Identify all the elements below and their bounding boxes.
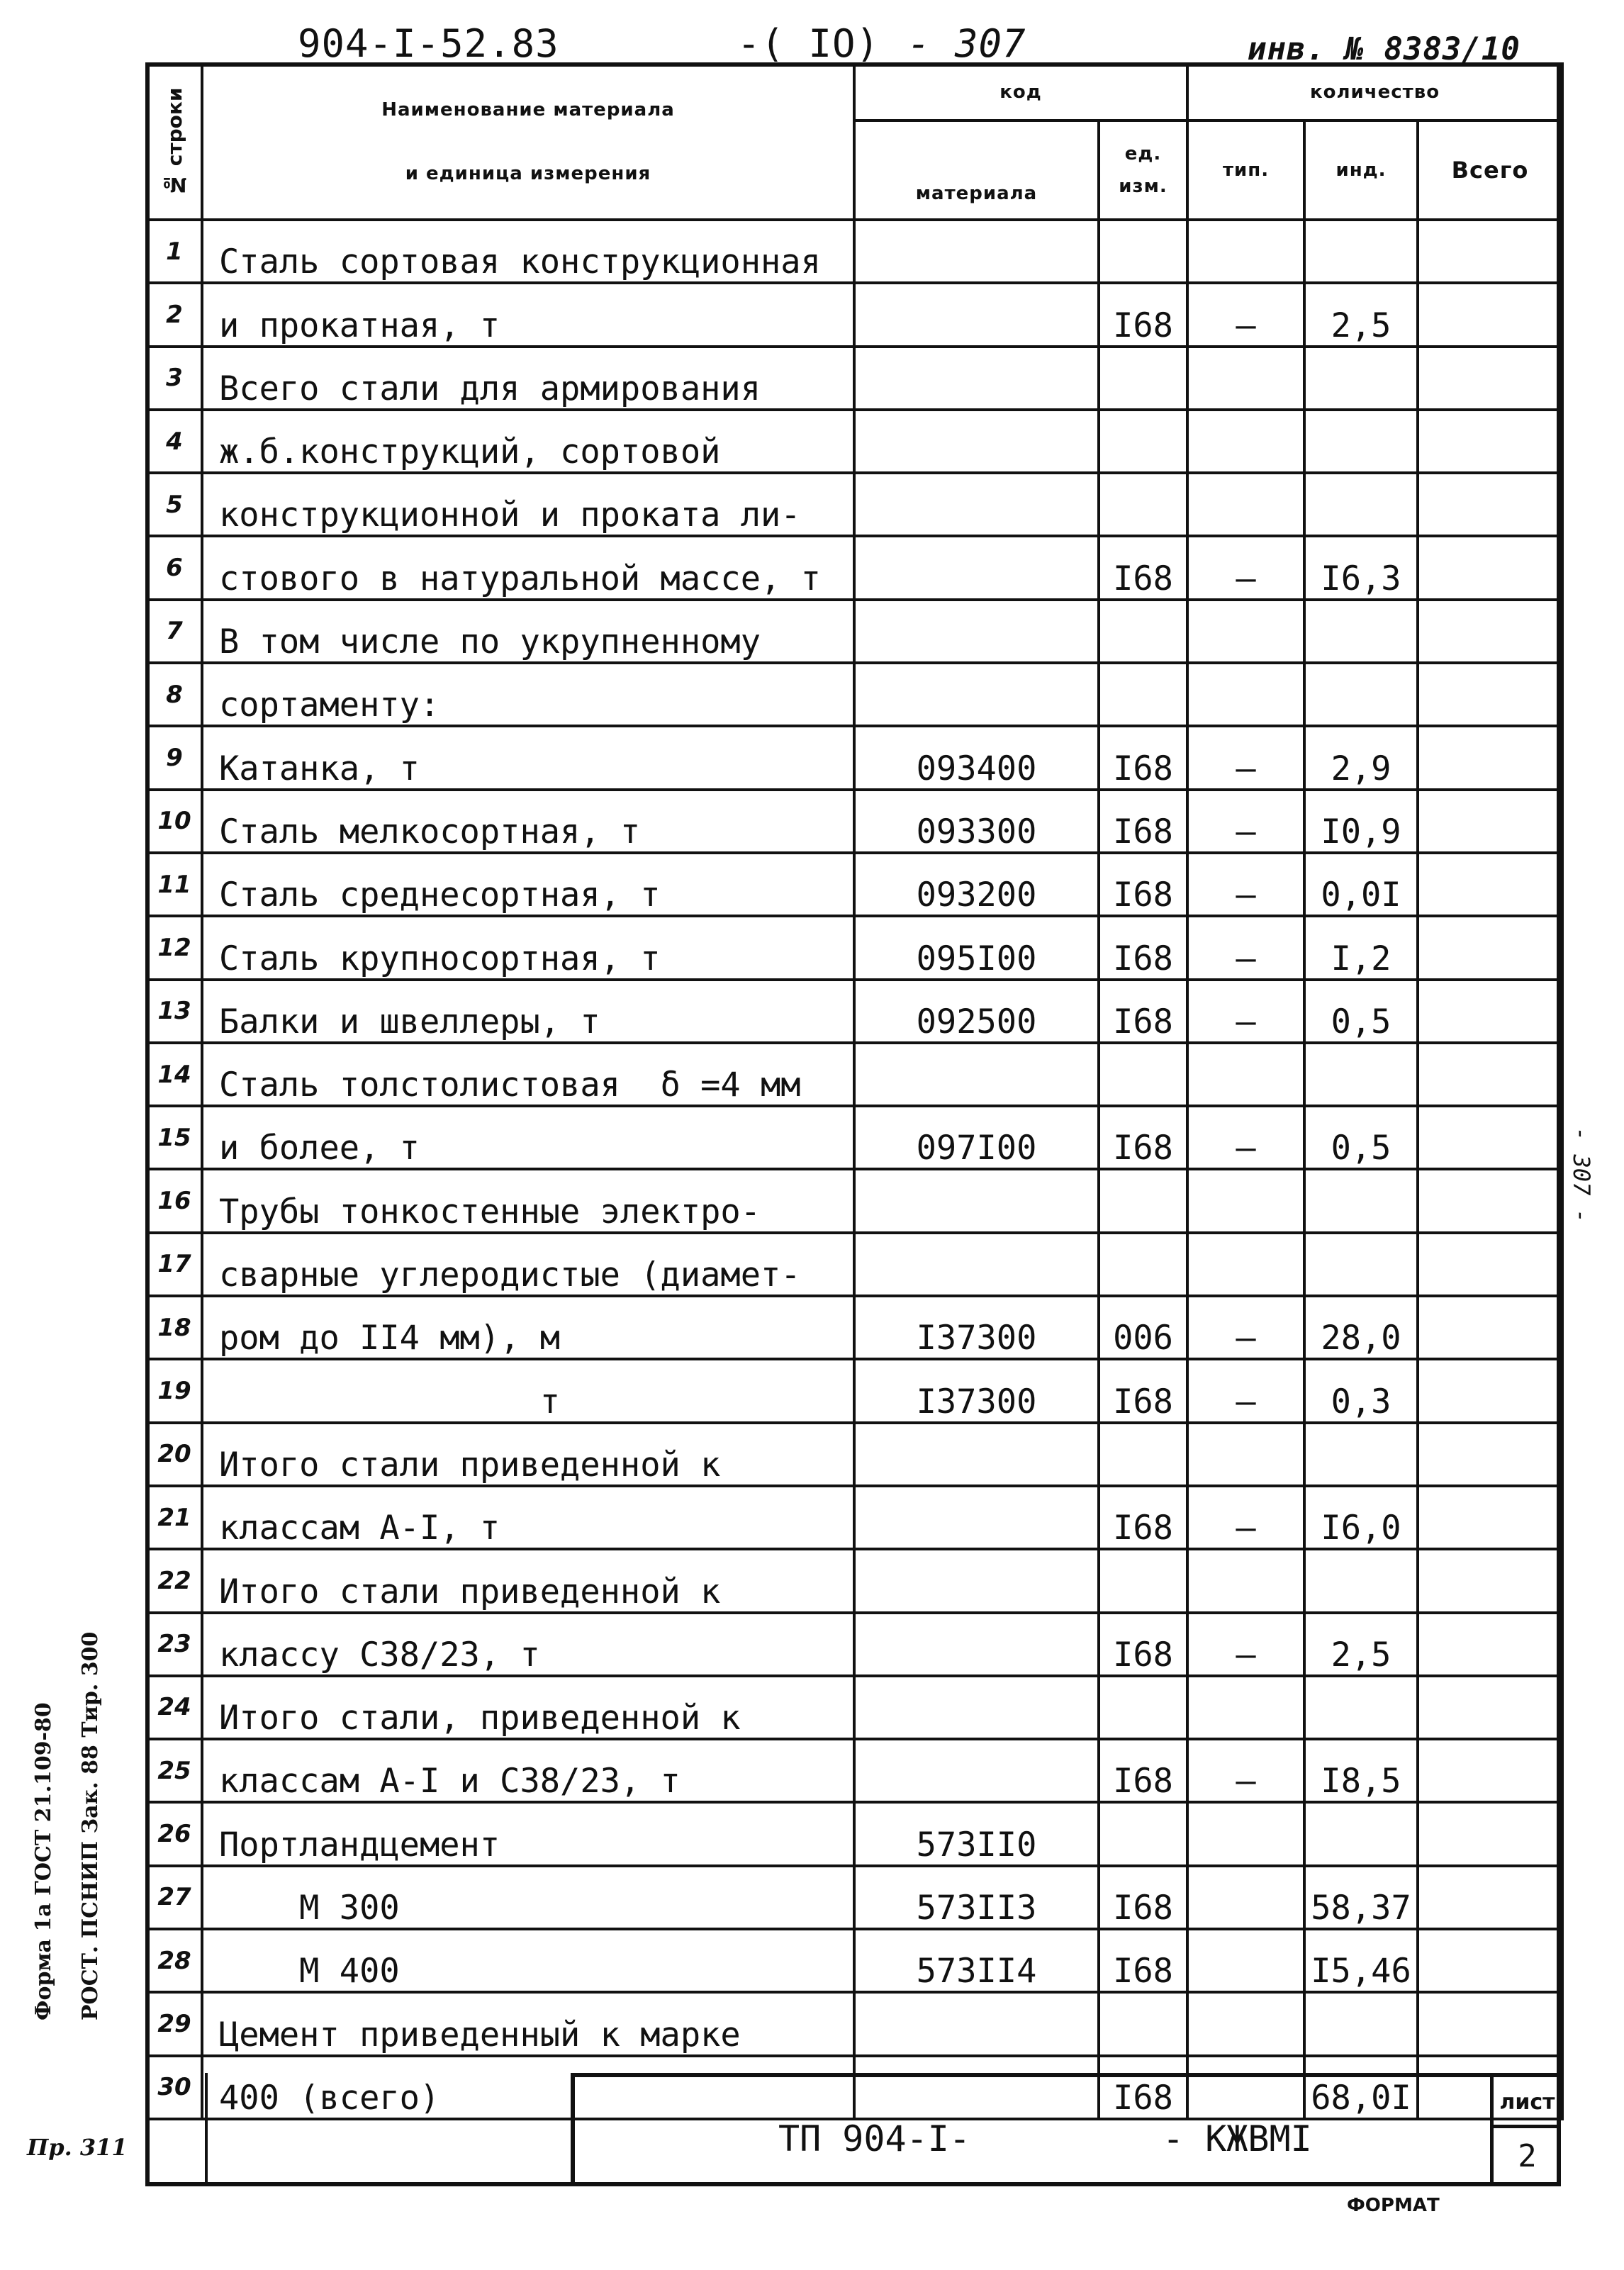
material-code	[854, 1423, 1099, 1486]
unit-code: I68	[1099, 1613, 1187, 1676]
row-number: 5	[147, 473, 202, 536]
row-number: 10	[147, 790, 202, 853]
sheet-label: лист	[1490, 2077, 1561, 2128]
row-number: 14	[147, 1043, 202, 1106]
typical-qty	[1187, 1676, 1304, 1739]
unit-code: I68	[1099, 1486, 1187, 1549]
typical-qty: –	[1187, 916, 1304, 979]
individual-qty	[1304, 1233, 1418, 1296]
material-code	[854, 283, 1099, 346]
unit-code	[1099, 1043, 1187, 1106]
total-qty	[1418, 1359, 1562, 1422]
total-qty	[1418, 1106, 1562, 1169]
unit-code	[1099, 473, 1187, 536]
material-name: Катанка, т	[202, 726, 854, 789]
material-code: 093300	[854, 790, 1099, 853]
total-qty	[1418, 1613, 1562, 1676]
total-qty	[1418, 1929, 1562, 1992]
material-code	[854, 473, 1099, 536]
material-code	[854, 600, 1099, 663]
typical-qty: –	[1187, 1613, 1304, 1676]
individual-qty: 68,0I	[1304, 2056, 1418, 2119]
typical-qty: –	[1187, 1296, 1304, 1359]
material-code	[854, 410, 1099, 473]
individual-qty	[1304, 1992, 1418, 2055]
table-row	[147, 790, 1562, 853]
total-qty	[1418, 1169, 1562, 1232]
material-code: 097I00	[854, 1106, 1099, 1169]
individual-qty: 0,0I	[1304, 853, 1418, 916]
inventory-number: инв. № 8383/10	[1248, 31, 1521, 67]
individual-qty: 0,5	[1304, 980, 1418, 1043]
material-code	[854, 663, 1099, 726]
typical-qty	[1187, 1423, 1304, 1486]
table-row	[147, 410, 1562, 473]
typical-qty	[1187, 1866, 1304, 1929]
row-number: 3	[147, 347, 202, 410]
total-qty	[1418, 600, 1562, 663]
table-row	[147, 1992, 1562, 2055]
materials-table	[145, 62, 1564, 2120]
table-row	[147, 347, 1562, 410]
title-block-code: ТП 904-I-	[778, 2118, 970, 2159]
row-number: 16	[147, 1169, 202, 1232]
typical-qty-header: тип.	[1187, 121, 1304, 220]
typical-qty: –	[1187, 726, 1304, 789]
individual-qty: 2,5	[1304, 283, 1418, 346]
material-name: М 300	[202, 1866, 854, 1929]
table-row	[147, 1802, 1562, 1865]
unit-code	[1099, 347, 1187, 410]
total-qty	[1418, 410, 1562, 473]
individual-qty: 58,37	[1304, 1866, 1418, 1929]
table-row	[147, 473, 1562, 536]
total-qty	[1418, 1296, 1562, 1359]
table-row	[147, 663, 1562, 726]
material-name: сварные углеродистые (диамет-	[202, 1233, 854, 1296]
material-code: I37300	[854, 1359, 1099, 1422]
material-name: Итого стали приведенной к	[202, 1423, 854, 1486]
typical-qty: –	[1187, 1739, 1304, 1802]
order-note: Пр. 311	[27, 2134, 128, 2161]
unit-code	[1099, 600, 1187, 663]
unit-code: I68	[1099, 1739, 1187, 1802]
material-name: Сталь мелкосортная, т	[202, 790, 854, 853]
table-row	[147, 980, 1562, 1043]
total-qty	[1418, 1992, 1562, 2055]
total-qty	[1418, 473, 1562, 536]
row-number: 1	[147, 220, 202, 283]
row-number: 22	[147, 1549, 202, 1612]
material-name: и более, т	[202, 1106, 854, 1169]
row-number-header: № строки	[147, 64, 202, 220]
unit-code: I68	[1099, 916, 1187, 979]
typical-qty	[1187, 1169, 1304, 1232]
total-qty-header: Всего	[1418, 121, 1562, 220]
individual-qty	[1304, 347, 1418, 410]
table-row	[147, 1866, 1562, 1929]
individual-qty: 0,3	[1304, 1359, 1418, 1422]
material-name: Сталь сортовая конструкционная	[202, 220, 854, 283]
table-row	[147, 853, 1562, 916]
table-row	[147, 1169, 1562, 1232]
material-name: т	[202, 1359, 854, 1422]
individual-qty: I8,5	[1304, 1739, 1418, 1802]
material-code: 573II4	[854, 1929, 1099, 1992]
title-block-mark: - КЖВМI	[1163, 2118, 1312, 2159]
individual-qty	[1304, 600, 1418, 663]
total-qty	[1418, 1423, 1562, 1486]
unit-code	[1099, 220, 1187, 283]
material-code	[854, 1549, 1099, 1612]
typical-qty: –	[1187, 536, 1304, 599]
total-qty	[1418, 916, 1562, 979]
unit-code: I68	[1099, 536, 1187, 599]
unit-code	[1099, 1233, 1187, 1296]
individual-qty: 0,5	[1304, 1106, 1418, 1169]
individual-qty	[1304, 1549, 1418, 1612]
material-code	[854, 1486, 1099, 1549]
material-name: сортаменту:	[202, 663, 854, 726]
total-qty	[1418, 726, 1562, 789]
material-code	[854, 220, 1099, 283]
material-name: классу С38/23, т	[202, 1613, 854, 1676]
total-qty	[1418, 1486, 1562, 1549]
table-row	[147, 1233, 1562, 1296]
unit-code: 006	[1099, 1296, 1187, 1359]
title-block	[571, 2073, 1561, 2186]
material-name: классам А-I и С38/23, т	[202, 1739, 854, 1802]
unit-code	[1099, 1549, 1187, 1612]
table-row	[147, 1676, 1562, 1739]
typical-qty	[1187, 663, 1304, 726]
material-code	[854, 1043, 1099, 1106]
row-number: 20	[147, 1423, 202, 1486]
material-code	[854, 1676, 1099, 1739]
individual-qty	[1304, 1802, 1418, 1865]
material-name: и прокатная, т	[202, 283, 854, 346]
row-number: 4	[147, 410, 202, 473]
typical-qty	[1187, 1992, 1304, 2055]
individual-qty: I,2	[1304, 916, 1418, 979]
total-qty	[1418, 347, 1562, 410]
unit-code: I68	[1099, 1359, 1187, 1422]
row-number: 15	[147, 1106, 202, 1169]
typical-qty	[1187, 473, 1304, 536]
page-reference: - 307	[907, 21, 1026, 66]
table-row	[147, 283, 1562, 346]
individual-qty: I0,9	[1304, 790, 1418, 853]
document-code: 904-I-52.83	[298, 21, 559, 66]
total-qty	[1418, 1802, 1562, 1865]
individual-qty: I6,3	[1304, 536, 1418, 599]
unit-code: I68	[1099, 726, 1187, 789]
individual-qty: 2,9	[1304, 726, 1418, 789]
total-qty	[1418, 980, 1562, 1043]
unit-code	[1099, 1802, 1187, 1865]
material-name: ром до II4 мм), м	[202, 1296, 854, 1359]
format-label: ФОРМАТ	[1347, 2195, 1440, 2216]
material-code: I37300	[854, 1296, 1099, 1359]
quantity-group-header: количество	[1187, 64, 1562, 121]
material-code: 095I00	[854, 916, 1099, 979]
table-row	[147, 1423, 1562, 1486]
unit-code	[1099, 1169, 1187, 1232]
material-name: Трубы тонкостенные электро-	[202, 1169, 854, 1232]
document-subcode: -( IO)	[737, 21, 880, 66]
sheet-number: 2	[1490, 2128, 1561, 2185]
typical-qty	[1187, 410, 1304, 473]
row-number: 18	[147, 1296, 202, 1359]
typical-qty	[1187, 600, 1304, 663]
material-name-header: Наименование материала и единица измерения	[202, 64, 854, 220]
print-note: РОСТ. ПСНИП Зак. 88 Тир. 300	[78, 1631, 103, 2020]
total-qty	[1418, 853, 1562, 916]
material-code	[854, 1169, 1099, 1232]
material-name: ж.б.конструкций, сортовой	[202, 410, 854, 473]
unit-code	[1099, 410, 1187, 473]
total-qty	[1418, 1866, 1562, 1929]
stamp-left-column	[145, 2073, 208, 2186]
code-group-header: код	[854, 64, 1187, 121]
row-number: 17	[147, 1233, 202, 1296]
material-name: Итого стали, приведенной к	[202, 1676, 854, 1739]
table-row	[147, 1739, 1562, 1802]
row-number: 9	[147, 726, 202, 789]
individual-qty	[1304, 1169, 1418, 1232]
header-row-1	[147, 64, 1562, 121]
typical-qty	[1187, 220, 1304, 283]
unit-code: I68	[1099, 1866, 1187, 1929]
unit-code	[1099, 1992, 1187, 2055]
total-qty	[1418, 1549, 1562, 1612]
unit-code: I68	[1099, 283, 1187, 346]
material-code	[854, 1233, 1099, 1296]
total-qty	[1418, 536, 1562, 599]
row-number: 7	[147, 600, 202, 663]
material-code: 573II3	[854, 1866, 1099, 1929]
total-qty	[1418, 790, 1562, 853]
individual-qty: 28,0	[1304, 1296, 1418, 1359]
material-name: Балки и швеллеры, т	[202, 980, 854, 1043]
unit-code	[1099, 1423, 1187, 1486]
table-row	[147, 1296, 1562, 1359]
row-number: 8	[147, 663, 202, 726]
material-name: Цемент приведенный к марке	[202, 1992, 854, 2055]
material-code: 093200	[854, 853, 1099, 916]
total-qty	[1418, 1739, 1562, 1802]
typical-qty: –	[1187, 980, 1304, 1043]
unit-code: I68	[1099, 1929, 1187, 1992]
typical-qty: –	[1187, 1106, 1304, 1169]
table-row	[147, 1613, 1562, 1676]
material-code-header: материала	[854, 121, 1099, 220]
material-name: В том числе по укрупненному	[202, 600, 854, 663]
total-qty	[1418, 283, 1562, 346]
row-number: 11	[147, 853, 202, 916]
table-row	[147, 600, 1562, 663]
table-row	[147, 916, 1562, 979]
individual-qty	[1304, 663, 1418, 726]
side-page-mark: - 307 -	[1568, 1127, 1595, 1223]
material-name: Сталь толстолистовая δ =4 мм	[202, 1043, 854, 1106]
typical-qty: –	[1187, 853, 1304, 916]
typical-qty	[1187, 1233, 1304, 1296]
table-row	[147, 220, 1562, 283]
material-name: стового в натуральной массе, т	[202, 536, 854, 599]
table-row	[147, 1043, 1562, 1106]
material-code	[854, 536, 1099, 599]
material-name: конструкционной и проката ли-	[202, 473, 854, 536]
individual-qty	[1304, 1676, 1418, 1739]
row-number: 30	[147, 2056, 202, 2119]
row-number: 27	[147, 1866, 202, 1929]
total-qty	[1418, 220, 1562, 283]
individual-qty: 2,5	[1304, 1613, 1418, 1676]
typical-qty: –	[1187, 1486, 1304, 1549]
material-code	[854, 1739, 1099, 1802]
individual-qty	[1304, 410, 1418, 473]
table-row	[147, 1486, 1562, 1549]
individual-qty	[1304, 1423, 1418, 1486]
material-name: Портландцемент	[202, 1802, 854, 1865]
total-qty	[1418, 1676, 1562, 1739]
typical-qty	[1187, 1043, 1304, 1106]
unit-code: I68	[1099, 853, 1187, 916]
table-row	[147, 1106, 1562, 1169]
table-row	[147, 536, 1562, 599]
material-code	[854, 1613, 1099, 1676]
material-name: Итого стали приведенной к	[202, 1549, 854, 1612]
individual-qty	[1304, 473, 1418, 536]
total-qty	[1418, 1043, 1562, 1106]
typical-qty: –	[1187, 790, 1304, 853]
individual-qty: I5,46	[1304, 1929, 1418, 1992]
row-number: 13	[147, 980, 202, 1043]
unit-code: I68	[1099, 2056, 1187, 2119]
material-code: 573II0	[854, 1802, 1099, 1865]
total-qty	[1418, 663, 1562, 726]
material-name: классам А-I, т	[202, 1486, 854, 1549]
row-number: 21	[147, 1486, 202, 1549]
row-number: 28	[147, 1929, 202, 1992]
row-number: 29	[147, 1992, 202, 2055]
table-row	[147, 726, 1562, 789]
unit-code-header: ед. изм.	[1099, 121, 1187, 220]
unit-code: I68	[1099, 980, 1187, 1043]
table-row	[147, 1359, 1562, 1422]
form-note: Форма 1а ГОСТ 21.109-80	[31, 1702, 56, 2020]
table-row	[147, 1929, 1562, 1992]
typical-qty	[1187, 1549, 1304, 1612]
individual-qty-header: инд.	[1304, 121, 1418, 220]
unit-code: I68	[1099, 1106, 1187, 1169]
unit-code: I68	[1099, 790, 1187, 853]
row-number: 2	[147, 283, 202, 346]
material-code: 093400	[854, 726, 1099, 789]
material-name: Всего стали для армирования	[202, 347, 854, 410]
total-qty	[1418, 1233, 1562, 1296]
material-code	[854, 347, 1099, 410]
row-number: 23	[147, 1613, 202, 1676]
individual-qty	[1304, 220, 1418, 283]
material-code	[854, 1992, 1099, 2055]
material-name: М 400	[202, 1929, 854, 1992]
material-code: 092500	[854, 980, 1099, 1043]
row-number: 19	[147, 1359, 202, 1422]
row-number: 24	[147, 1676, 202, 1739]
row-number: 6	[147, 536, 202, 599]
unit-code	[1099, 663, 1187, 726]
material-name: 400 (всего)	[202, 2056, 854, 2119]
typical-qty	[1187, 1802, 1304, 1865]
row-number: 25	[147, 1739, 202, 1802]
typical-qty	[1187, 1929, 1304, 1992]
row-number: 12	[147, 916, 202, 979]
typical-qty	[1187, 347, 1304, 410]
individual-qty	[1304, 1043, 1418, 1106]
individual-qty: I6,0	[1304, 1486, 1418, 1549]
table-row	[147, 1549, 1562, 1612]
material-name: Сталь крупносортная, т	[202, 916, 854, 979]
material-name: Сталь среднесортная, т	[202, 853, 854, 916]
typical-qty: –	[1187, 283, 1304, 346]
typical-qty: –	[1187, 1359, 1304, 1422]
row-number: 26	[147, 1802, 202, 1865]
unit-code	[1099, 1676, 1187, 1739]
